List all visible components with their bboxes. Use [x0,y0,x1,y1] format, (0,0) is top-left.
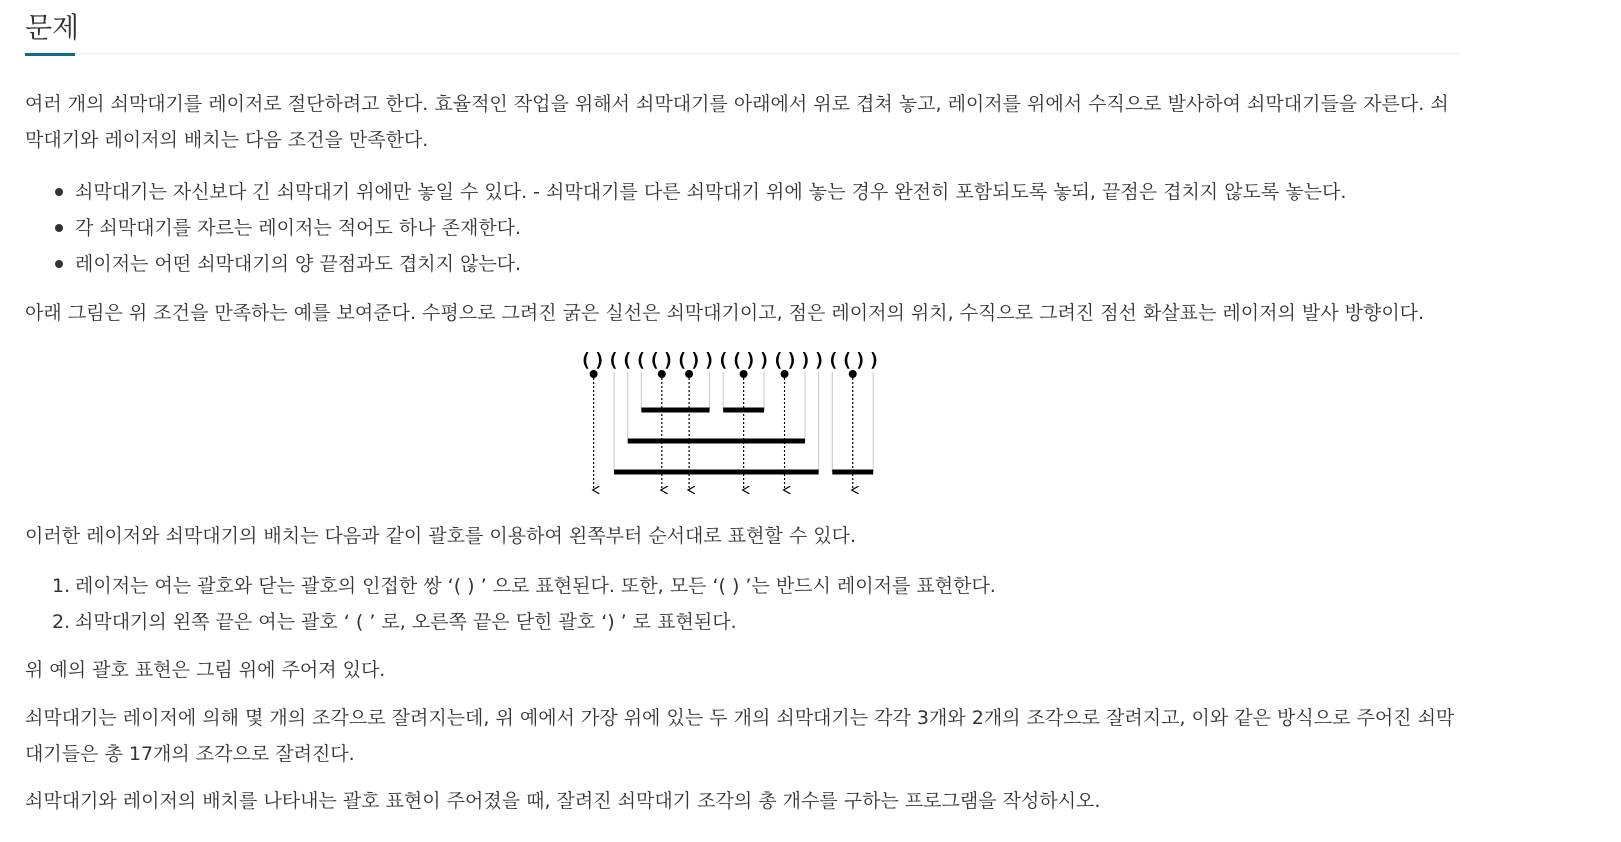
task-statement: 쇠막대기와 레이저의 배치를 나타내는 괄호 표현이 주어졌을 때, 잘려진 쇠막대기 조각의 총 개수를 구하는 프로그램을 작성하시오. [25,790,1101,812]
rule-number: 2. [52,611,71,633]
bullet-icon [55,260,63,268]
bracket-expression: ()(((()())(())()))(()) [580,350,880,371]
laser-dot [740,370,748,378]
laser-dot [658,370,666,378]
rule-item: 레이저는 여는 괄호와 닫는 괄호의 인접한 쌍 ‘( ) ’ 으로 표현된다. 또한, 모든 ‘( ) ’는 반드시 레이저를 표현한다. [75,575,996,597]
example-note: 위 예의 괄호 표현은 그림 위에 주어져 있다. [25,659,386,681]
condition-item: 각 쇠막대기를 자르는 레이저는 적어도 하나 존재한다. [75,217,522,239]
bullet-icon [55,188,63,196]
title-underline [25,53,75,56]
rule-item: 쇠막대기의 왼쪽 끝은 여는 괄호 ‘ ( ’ 로, 오른쪽 끝은 닫힌 괄호 ‘) ’ 로 표현된다. [75,611,737,633]
laser-dot [590,370,598,378]
representation-intro: 이러한 레이저와 쇠막대기의 배치는 다음과 같이 괄호를 이용하여 왼쪽부터 순서대로 표현할 수 있다. [25,525,857,547]
intro-line-1: 여러 개의 쇠막대기를 레이저로 절단하려고 한다. 효율적인 작업을 위해서 쇠막대기를 아래에서 위로 겹쳐 놓고, 레이저를 위에서 수직으로 발사하여 쇠막대기들을 자른다. 쇠 [25,93,1449,115]
laser-dot [781,370,789,378]
rule-number: 1. [52,575,71,597]
intro-line-2: 막대기와 레이저의 배치는 다음 조건을 만족한다. [25,129,429,151]
pieces-line-2: 대기들은 총 17개의 조각으로 잘려진다. [25,743,355,765]
section-title: 문제 [25,11,80,44]
figure-intro: 아래 그림은 위 조건을 만족하는 예를 보여준다. 수평으로 그려진 굵은 실선은 쇠막대기이고, 점은 레이저의 위치, 수직으로 그려진 점선 화살표는 레이저의 발사 방향이다. [25,302,1425,324]
figure-marks [590,370,874,490]
bullet-icon [55,224,63,232]
laser-bar-figure [580,350,900,520]
condition-item: 쇠막대기는 자신보다 긴 쇠막대기 위에만 놓일 수 있다. - 쇠막대기를 다른 쇠막대기 위에 놓는 경우 완전히 포함되도록 놓되, 끝점은 겹치지 않도록 놓는다. [75,181,1347,203]
title-divider [25,53,1461,54]
laser-dot [849,370,857,378]
condition-item: 레이저는 어떤 쇠막대기의 양 끝점과도 겹치지 않는다. [75,253,522,275]
laser-dot [685,370,693,378]
pieces-line-1: 쇠막대기는 레이저에 의해 몇 개의 조각으로 잘려지는데, 위 예에서 가장 위에 있는 두 개의 쇠막대기는 각각 3개와 2개의 조각으로 잘려지고, 이와 같은 방식으로 주어진 쇠막 [25,707,1455,729]
